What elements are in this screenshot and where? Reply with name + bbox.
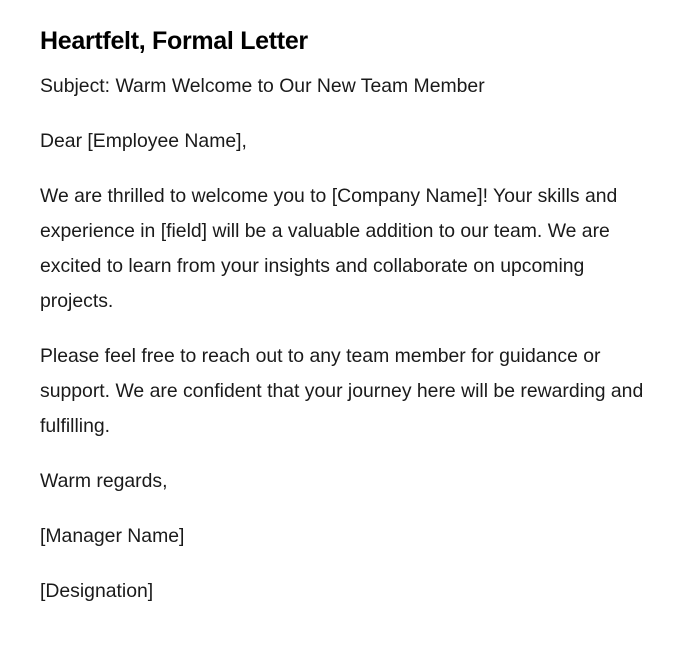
letter-document xyxy=(40,26,660,609)
letter-title: Heartfelt, Formal Letter xyxy=(40,27,308,55)
letter-paragraph-welcome: We are thrilled to welcome you to [Company Name]! Your skills and experience in [field] will be a valuable addition to our team. We are excited to learn from your insights and collaborate on upcoming projects. xyxy=(40,185,618,312)
letter-closing: Warm regards, xyxy=(40,470,168,492)
letter-greeting: Dear [Employee Name], xyxy=(40,130,247,152)
letter-subject: Subject: Warm Welcome to Our New Team Member xyxy=(40,75,485,97)
signature-name: [Manager Name] xyxy=(40,525,185,547)
signature-designation: [Designation] xyxy=(40,580,154,602)
letter-paragraph-support: Please feel free to reach out to any team member for guidance or support. We are confident that your journey here will be rewarding and fulfilling. xyxy=(40,345,644,437)
